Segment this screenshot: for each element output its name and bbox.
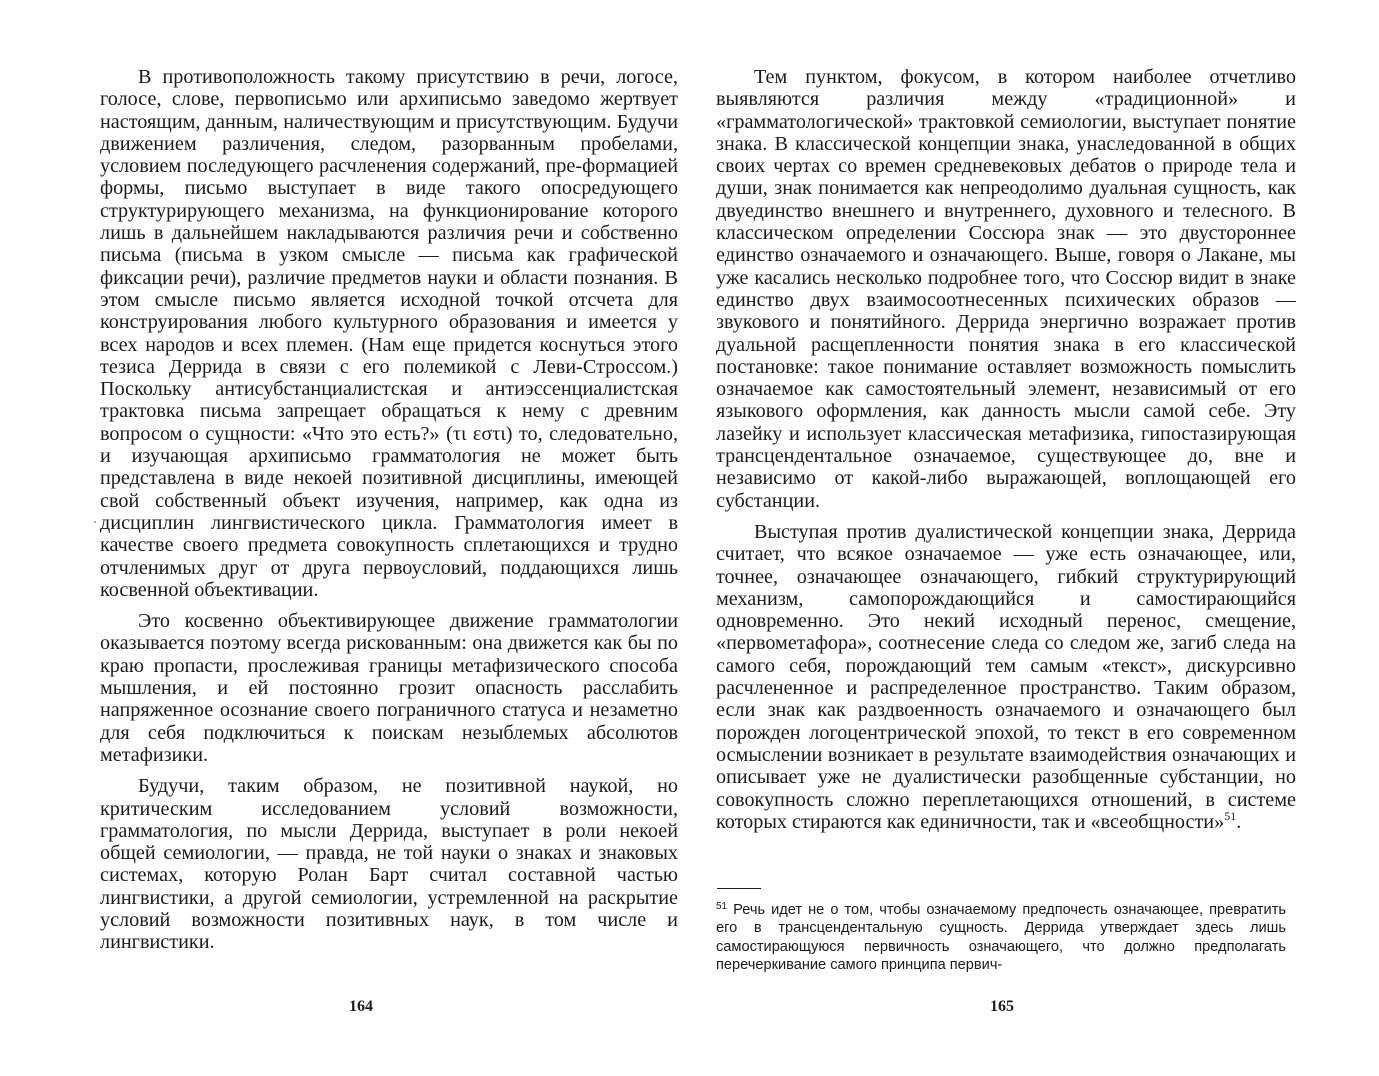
body-paragraph: В противоположность такому присутствию в речи, логосе, голосе, слове, первописьмо или архиписьмо заведомо жертвует настоящим, данным, наличествующим и присутствующим. Будучи движением различения, следом, разорванным пробелами, условием последующего расчленения содержаний, пре-формацией формы, письмо выступает в виде такого опосредующего структурирующего механизма, на функционирование которого лишь в дальнейшем накладываются различия речи и собственно письма (письма в узком смысле — письма как графической фиксации речи), различие предметов науки и области познания. В этом смысле письмо является исходной точкой отсчета для конструирования любого культурного образования и имеется у всех народов и всех племен. (Нам еще придется коснуться этого тезиса Деррида в связи с его полемикой с Леви-Строссом.) Поскольку антисубстанциалистская и антиэссенциалистская трактовка письма запрещает обращаться к нему с древним вопросом о сущности: «Что это есть?» (τι εστι) то, следовательно, и изучающая архиписьмо грамматология не может быть представлена в виде некоей позитивной дисциплины, имеющей свой собственный объект изучения, например, как одна из дисциплин лингвистического цикла. Грамматология имеет в качестве своего предмета совокупность сплетающихся и трудно отчленимых друг от друга первоусловий, поддающихся лишь косвенной объективации. <box>100 66 678 601</box>
page-number: 165 <box>990 998 1014 1015</box>
footnote-reference[interactable]: 51 <box>1224 808 1237 823</box>
footnote <box>716 898 1286 975</box>
right-page <box>690 0 1379 1076</box>
footnote-number: 51 <box>716 901 728 912</box>
body-paragraph: Это косвенно объективирующее движение грамматологии оказывается поэтому всегда рискованным: она движется как бы по краю пропасти, прослеживая границы метафизического способа мышления, и ей постоянно грозит опасность расслабить напряженное осознание своего пограничного статуса и незаметно для себя подключиться к поискам незыблемых абсолютов метафизики. <box>100 610 678 766</box>
left-page-text-column <box>100 66 678 954</box>
footnote-separator <box>717 888 761 889</box>
body-paragraph: Будучи, таким образом, не позитивной наукой, но критическим исследованием условий возможности, грамматология, по мысли Деррида, выступает в роли некоей общей семиологии, — правда, не той науки о знаках и знаковых системах, которую Ролан Барт считал составной частью лингвистики, а другой семиологии, устремленной на раскрытие условий возможности позитивных наук, в том числе и лингвистики. <box>100 775 678 954</box>
right-page-text-column <box>716 66 1296 833</box>
footnote-text: Речь идет не о том, чтобы означаемому предпочесть означающее, превратить его в трансцендентальную сущность. Деррида утверждает здесь лишь самостирающуюся первичность означающего, что должно предполагать перечеркивание самого принципа первич- <box>716 902 1286 974</box>
paragraph-text: Выступая против дуалистической концепции знака, Деррида считает, что всякое означаемое — уже есть означающее, или, точнее, означающее означающего, гибкий структурирующий механизм, самопорождающийся и самостирающийся одновременно. Это некий исходный перенос, смещение, «первометафора», соотнесение следа со следом же, загиб следа на самого себя, порождающий тем самым «текст», дискурсивно расчлененное и распределенное пространство. Таким образом, если знак как раздвоенность означаемого и означающего был порожден логоцентрической эпохой, то текст в его современном осмыслении возникает в результате взаимодействия означающих и описывает уже не дуалистически разобщенные субстанции, но совокупность сложно переплетающихся отношений, в системе которых стираются как единичности, так и «всеобщности» <box>716 520 1296 833</box>
page-number: 164 <box>349 998 373 1015</box>
body-paragraph: Тем пунктом, фокусом, в котором наиболее отчетливо выявляются различия между «традиционной» и «грамматологической» трактовкой семиологии, выступает понятие знака. В классической концепции знака, унаследованной в общих своих чертах со времен средневековых дебатов о природе тела и души, знак понимается как непреодолимо дуальная сущность, как двуединство внешнего и внутреннего, духовного и телесного. В классическом определении Соссюра знак — это двустороннее единство означаемого и означающего. Выше, говоря о Лакане, мы уже касались несколько подробнее того, что Соссюр видит в знаке единство двух взаимосоотнесенных психических образов — звукового и понятийного. Деррида энергично возражает против дуальной расщепленности понятия знака в его классической постановке: такое понимание оставляет возможность помыслить означаемое как самостоятельный элемент, независимый от его языкового оформления, как данность мысли самой себе. Эту лазейку и использует классическая метафизика, гипостазирующая трансцендентальное означаемое, существующее до, вне и независимо от какой-либо выражающей, воплощающей его субстанции. <box>716 66 1296 512</box>
body-paragraph-with-footnote-ref: Выступая против дуалистической концепции знака, Деррида считает, что всякое означаемое — уже есть означающее, или, точнее, означающее означающего, гибкий структурирующий механизм, самопорождающийся и самостирающийся одновременно. Это некий исходный перенос, смещение, «первометафора», соотнесение следа со следом же, загиб следа на самого себя, порождающий тем самым «текст», дискурсивно расчлененное и распределенное пространство. Таким образом, если знак как раздвоенность означаемого и означающего был порожден логоцентрической эпохой, то текст в его современном осмыслении возникает в результате взаимодействия означающих и описывает уже не дуалистически разобщенные субстанции, но совокупность сложно переплетающихся отношений, в системе которых стираются как единичности, так и «всеобщности»$^{51}$. <box>716 520 1296 833</box>
scan-speck <box>94 521 96 523</box>
